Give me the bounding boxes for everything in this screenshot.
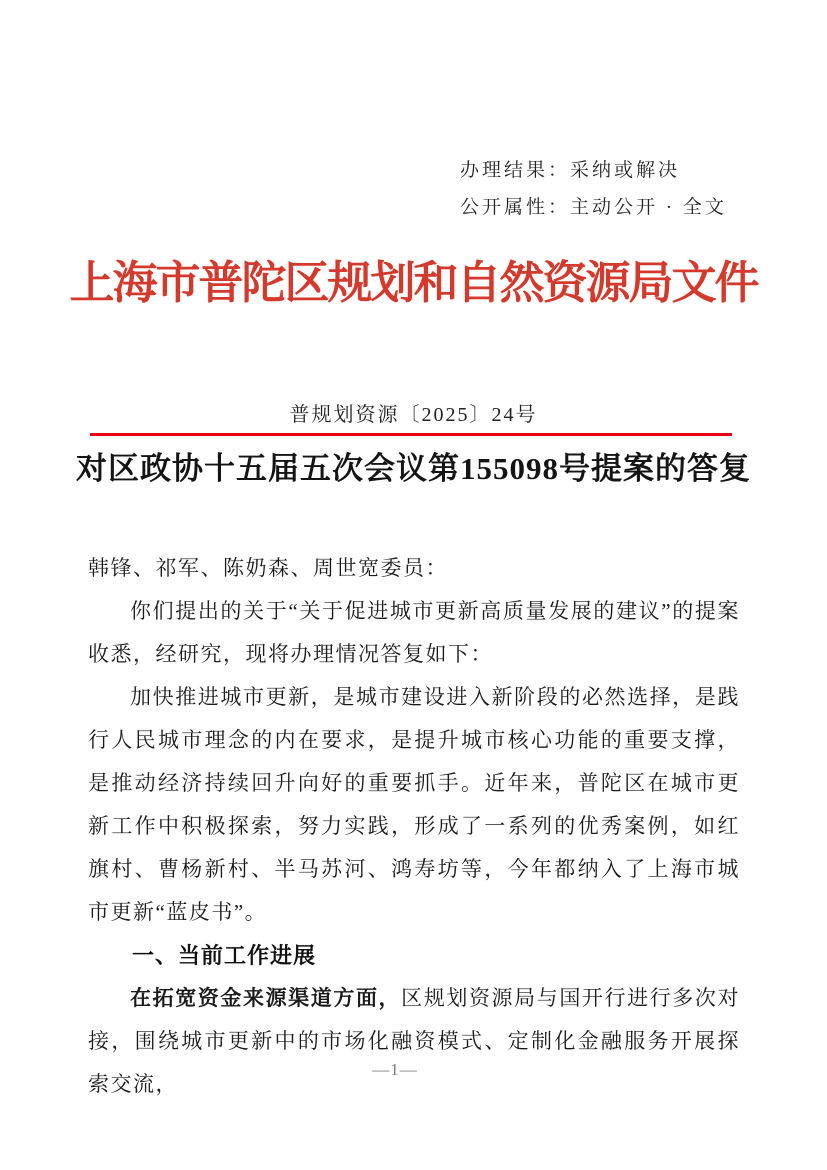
paragraph-background: 加快推进城市更新，是城市建设进入新阶段的必然选择，是践行人民城市理念的内在要求，是提升城市核心功能的重要支撑，是推动经济持续回升向好的重要抓手。近年来，普陀区在城市更新工作中积极探索，努力实践，形成了一系列的优秀案例，如红旗村、曹杨新村、半马苏河、鸿寿坊等，今年都纳入了上海市城市更新“蓝皮书”。	[88, 685, 740, 924]
salutation-line: 韩锋、祁军、陈奶森、周世宽委员：	[88, 556, 448, 580]
paragraph-funding-rest: 区规划资源局与国开行进行多次对接，围绕城市更新中的市场化融资模式、定制化金融服务开展探索交流，	[88, 986, 741, 1096]
paragraph-funding-bold-lead: 在拓宽资金来源渠道方面，	[130, 986, 402, 1010]
document-number: 普规划资源〔2025〕24号	[289, 404, 538, 426]
document-title: 对区政协十五届五次会议第155098号提案的答复	[76, 451, 751, 486]
section-heading-current-progress: 一、当前工作进展	[132, 943, 317, 968]
page-number: —1—	[372, 1060, 418, 1079]
publicity-attribute-line: 公开属性：主动公开 · 全文	[460, 197, 727, 218]
issuer-masthead-title: 上海市普陀区规划和自然资源局文件	[69, 258, 758, 308]
paragraph-intro: 你们提出的关于“关于促进城市更新高质量发展的建议”的提案收悉，经研究，现将办理情况答复如下：	[88, 599, 740, 666]
paragraph-funding	[88, 977, 740, 1106]
document-meta-block	[460, 152, 727, 226]
handling-result-line: 办理结果：采纳或解决	[460, 160, 681, 181]
document-body	[88, 547, 740, 1106]
masthead-divider-rule	[90, 433, 732, 436]
